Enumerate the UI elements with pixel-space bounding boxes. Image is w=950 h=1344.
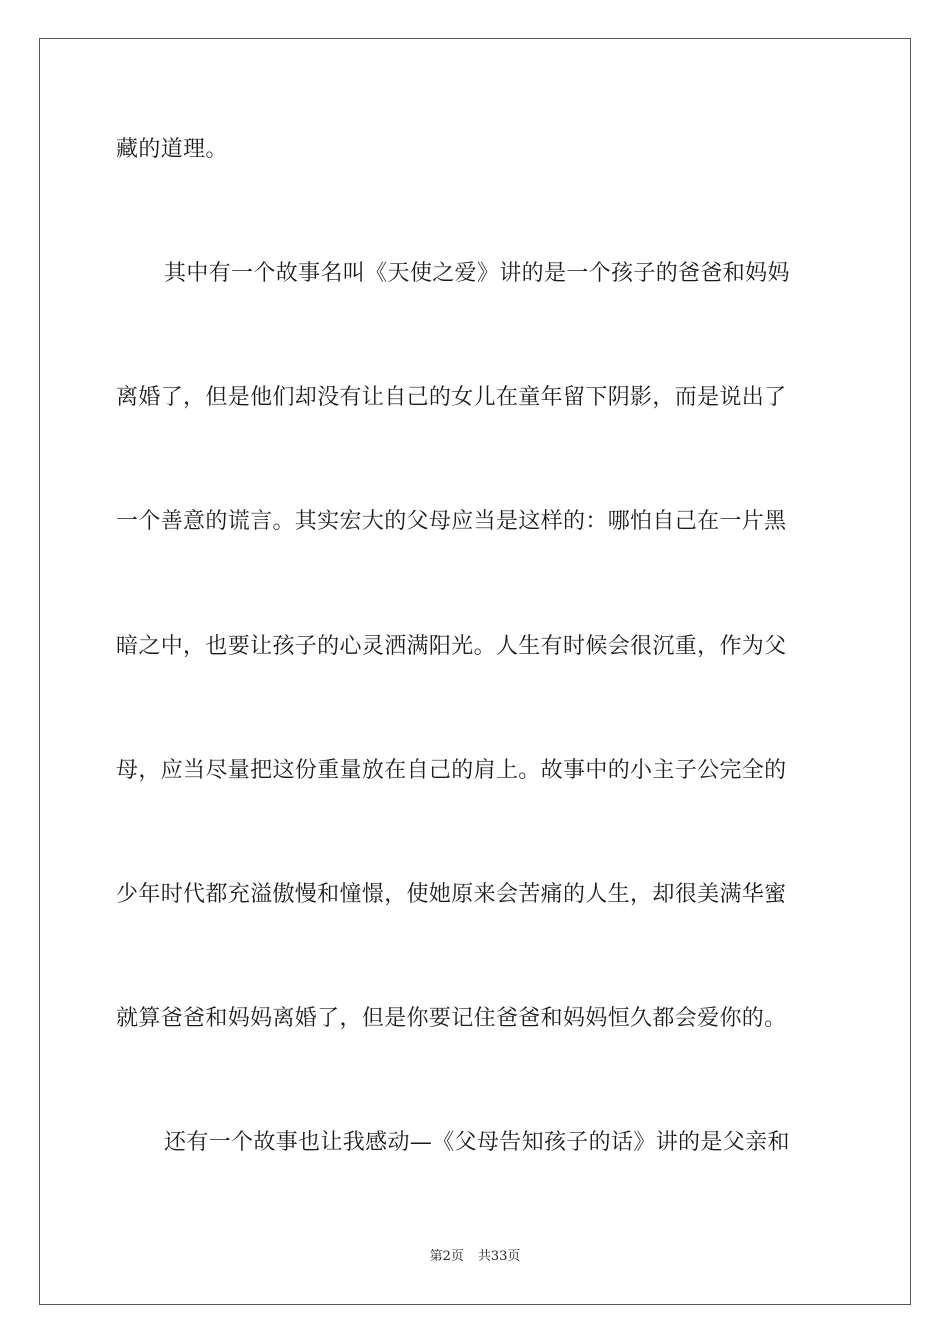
- text-line-6: 母，应当尽量把这份重量放在自己的肩上。故事中的小主子公完全的: [116, 758, 787, 783]
- text-line-8: 就算爸爸和妈妈离婚了，但是你要记住爸爸和妈妈恒久都会爱你的。: [116, 1006, 787, 1031]
- text-line-2: 其中有一个故事名叫《天使之爱》讲的是一个孩子的爸爸和妈妈: [164, 261, 790, 286]
- text-line-1: 藏的道理。: [116, 137, 228, 162]
- text-line-5: 暗之中，也要让孩子的心灵洒满阳光。人生有时候会很沉重，作为父: [116, 634, 787, 659]
- page-total: 共33页: [477, 1249, 521, 1264]
- text-line-3: 离婚了，但是他们却没有让自己的女儿在童年留下阴影，而是说出了: [116, 385, 787, 410]
- text-line-9: 还有一个故事也让我感动—《父母告知孩子的话》讲的是父亲和: [164, 1130, 790, 1155]
- page-number: 第2页: [429, 1249, 464, 1264]
- page-footer: [0, 1248, 950, 1266]
- text-line-7: 少年时代都充溢傲慢和憧憬，使她原来会苦痛的人生，却很美满华蜜: [116, 882, 787, 907]
- text-line-4: 一个善意的谎言。其实宏大的父母应当是这样的：哪怕自己在一片黑: [116, 509, 787, 534]
- page-border: [39, 38, 911, 1305]
